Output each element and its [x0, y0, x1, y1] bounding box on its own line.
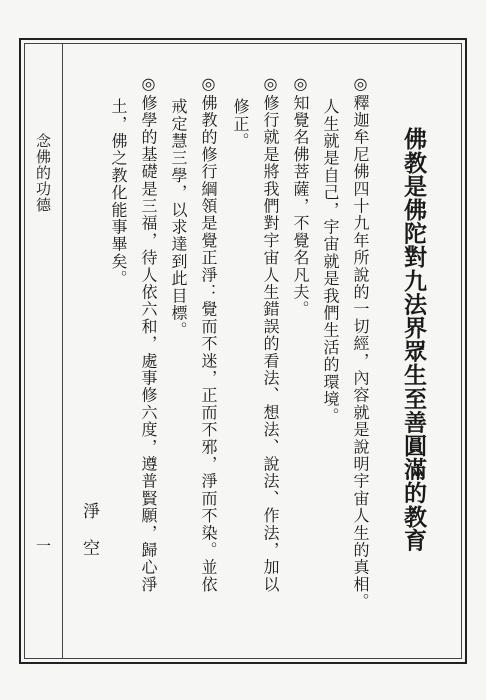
book-title-margin: 念佛的功德 [34, 133, 52, 213]
body-column-9: 土，佛之教化能事畢矣。 [109, 98, 128, 288]
body-column-1: ◎釋迦牟尼佛四十九年所說的一切經，內容就是說明宇宙人生的真相。 [351, 74, 370, 611]
body-column-6: ◎佛教的修行綱領是覺正淨：覺而不迷，正而不邪，淨而不染。並依 [199, 74, 218, 593]
margin-divider-line [62, 44, 63, 658]
body-column-2: 人生就是自己，宇宙就是我們生活的環境。 [321, 98, 340, 425]
body-column-5: 修正。 [231, 98, 250, 150]
author-signature: 淨空 [79, 502, 99, 576]
page-number: 一 [34, 538, 52, 553]
body-column-4: ◎修行就是將我們對宇宙人生錯誤的看法、想法、說法、作法，加以 [261, 74, 280, 593]
body-column-7: 戒定慧三學，以求達到此目標。 [169, 98, 188, 339]
page-title: 佛教是佛陀對九法界眾生至善圓滿的教育 [400, 127, 427, 552]
body-column-8: ◎修學的基礎是三福，待人依六和，處事修六度，遵普賢願，歸心淨 [139, 74, 158, 593]
body-column-3: ◎知覺名佛菩薩，不覺名凡夫。 [291, 74, 310, 318]
